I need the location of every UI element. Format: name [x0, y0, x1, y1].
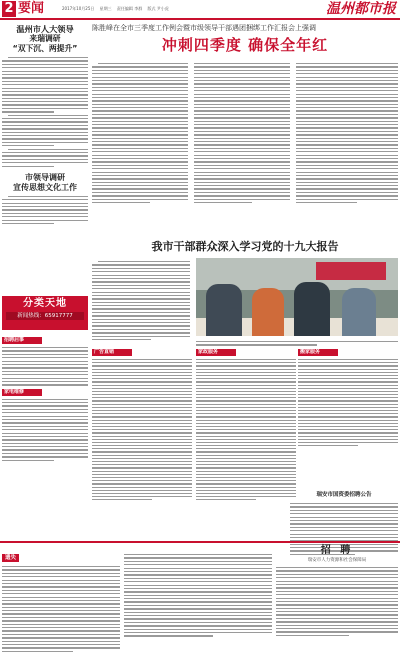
classified-text [196, 359, 296, 500]
left-classifieds [2, 334, 88, 463]
category-label: 广告直销 [92, 349, 132, 356]
lead-text [194, 63, 290, 203]
story-text [92, 261, 190, 340]
classified-text [92, 359, 192, 500]
ads-hotline: 新闻热线：65917777 [6, 312, 84, 320]
classified-text [2, 347, 88, 386]
section-title: 要闻 [18, 1, 45, 16]
recruitment-text [276, 567, 398, 636]
page-number: 2 [2, 1, 16, 17]
headline-kicker: 陈胜峰在全市三季度工作例会暨市级领导干部遇团捆绑工作汇报会上强调 [92, 24, 316, 32]
lost-notices [2, 544, 120, 654]
left-column [2, 24, 88, 226]
recruitment-notice-title: 瑞安市国资委招聘公告 [316, 492, 372, 498]
lead-column-2 [194, 60, 290, 205]
recruitment-title: 招 聘 [320, 545, 354, 556]
article2-body [2, 196, 88, 224]
story-column [92, 258, 190, 342]
classified-column-1 [92, 346, 192, 538]
recruitment-box [276, 544, 398, 638]
lost-text [124, 554, 272, 637]
article-headline: 温州市人大领导 [16, 24, 74, 34]
recruitment-subtitle: 瑞安市人力资源和社会保障局 [307, 558, 367, 563]
classified-column-2 [196, 346, 296, 538]
issue-date: 2017年10月25日 [62, 6, 95, 11]
secondary-headline: 我市干部群众深入学习党的十九大报告 [151, 240, 339, 253]
bottom-divider [0, 541, 400, 543]
category-label: 家政服务 [196, 349, 236, 356]
lost-label: 遗失 [2, 554, 19, 562]
lead-text [92, 63, 188, 203]
category-label: 家电维修 [2, 389, 42, 396]
page-header [0, 0, 400, 20]
lost-text [2, 566, 120, 652]
classified-ads-banner [2, 296, 88, 330]
editor: 责任编辑 李群 [116, 6, 143, 11]
article-headline-line2: 来瑞调研 [29, 34, 61, 43]
header-meta [62, 6, 173, 12]
category-label: 搬家服务 [298, 349, 338, 356]
lost-notices-2 [124, 544, 272, 639]
category-label: 招聘启事 [2, 337, 42, 344]
ads-title: 分类天地 [23, 298, 67, 309]
classified-text [298, 359, 398, 446]
lead-column-3 [296, 60, 398, 205]
layout-editor: 版式 尹小虎 [147, 6, 169, 11]
lead-text [296, 63, 398, 203]
main-headline: 冲刺四季度 确保全年红 [161, 36, 329, 54]
article2-headline: 市领导调研 [25, 172, 65, 182]
caption-text [196, 341, 398, 346]
lead-column-1 [92, 60, 188, 205]
article2-headline-line2: 宣传思想文化工作 [13, 182, 77, 192]
article-body [2, 57, 88, 167]
issue-weekday: 星期三 [99, 6, 112, 11]
article-headline-line3: “双下沉、两提升” [12, 44, 78, 53]
classified-text [2, 399, 88, 461]
masthead-logo: 温州都市报 [326, 1, 396, 17]
news-photo [196, 258, 398, 336]
